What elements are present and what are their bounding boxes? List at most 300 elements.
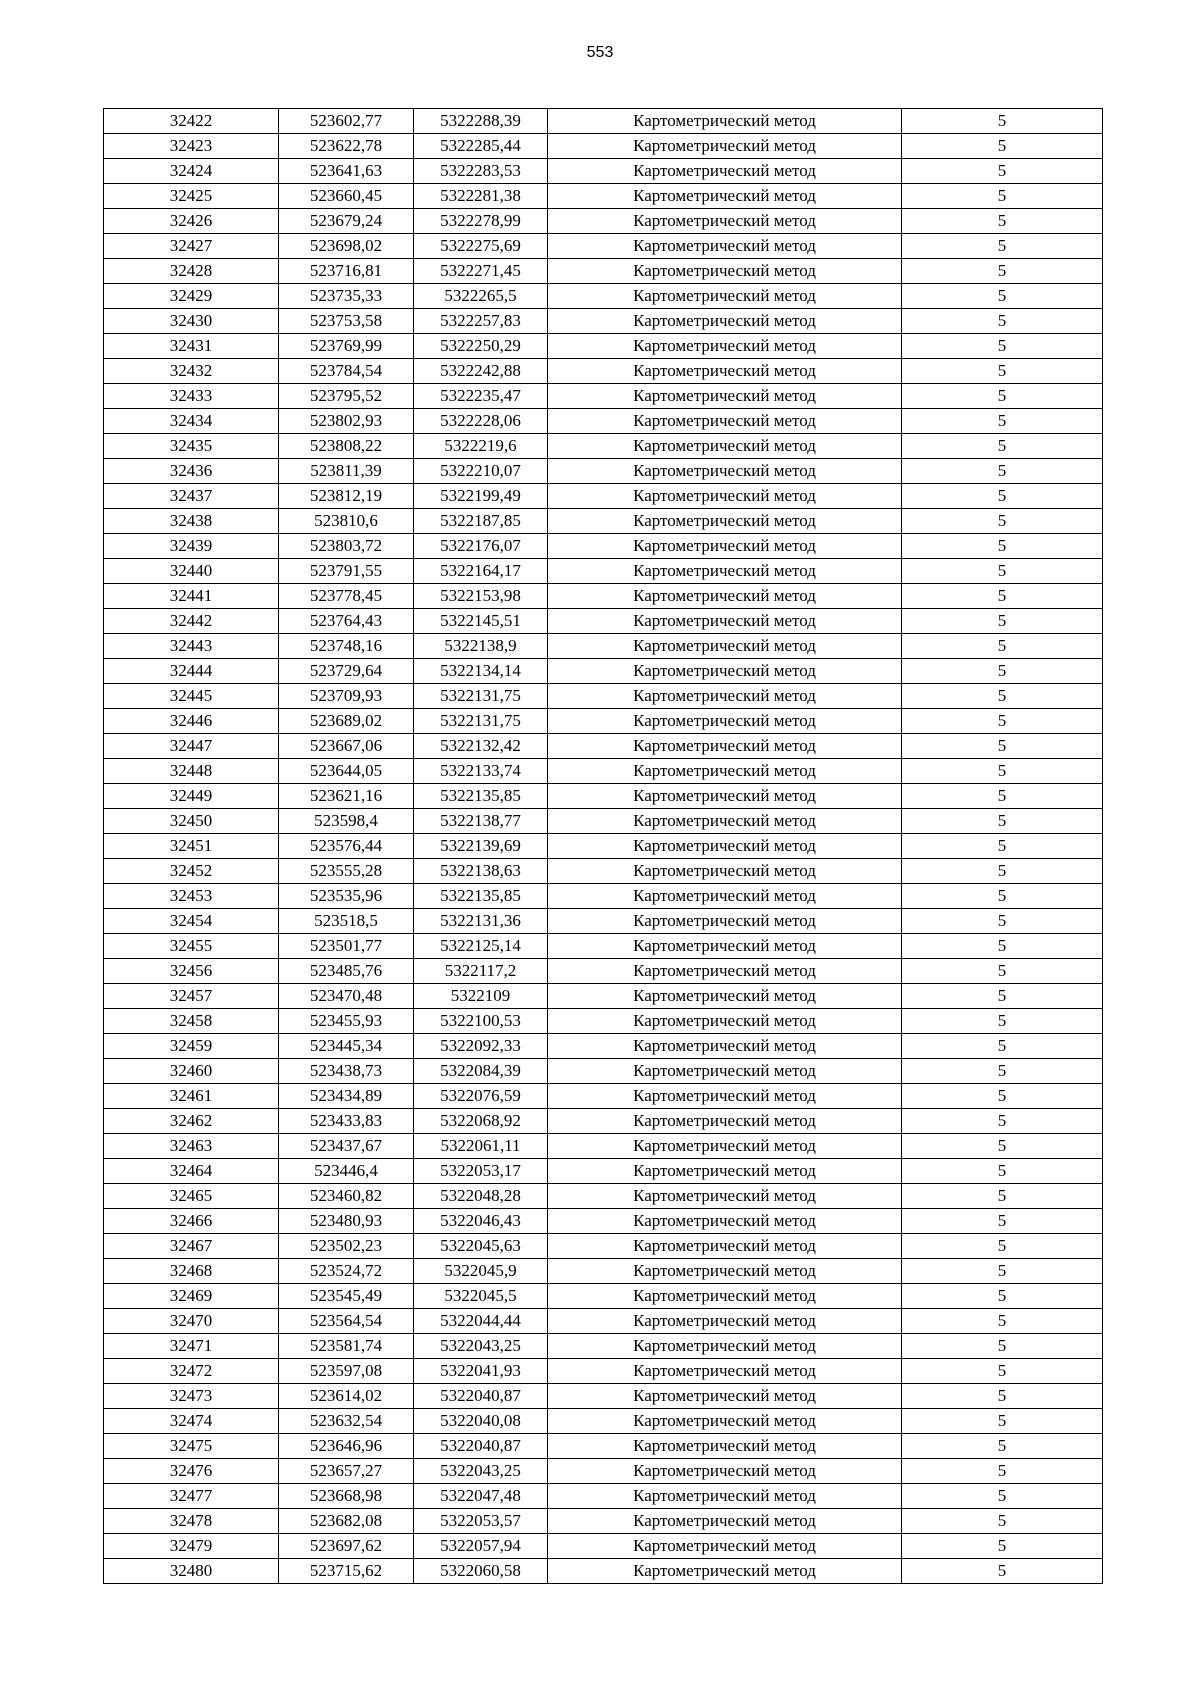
x-coordinate-cell: 523791,55: [279, 559, 414, 584]
y-coordinate-cell: 5322285,44: [414, 134, 548, 159]
point-number-cell: 32457: [104, 984, 279, 1009]
x-coordinate-cell: 523764,43: [279, 609, 414, 634]
y-coordinate-cell: 5322250,29: [414, 334, 548, 359]
point-number-cell: 32426: [104, 209, 279, 234]
x-coordinate-cell: 523632,54: [279, 1409, 414, 1434]
x-coordinate-cell: 523470,48: [279, 984, 414, 1009]
x-coordinate-cell: 523502,23: [279, 1234, 414, 1259]
accuracy-cell: 5: [902, 1359, 1103, 1384]
x-coordinate-cell: 523778,45: [279, 584, 414, 609]
point-number-cell: 32449: [104, 784, 279, 809]
point-number-cell: 32450: [104, 809, 279, 834]
accuracy-cell: 5: [902, 259, 1103, 284]
x-coordinate-cell: 523598,4: [279, 809, 414, 834]
x-coordinate-cell: 523446,4: [279, 1159, 414, 1184]
method-cell: Картометрический метод: [548, 134, 902, 159]
x-coordinate-cell: 523795,52: [279, 384, 414, 409]
method-cell: Картометрический метод: [548, 284, 902, 309]
method-cell: Картометрический метод: [548, 884, 902, 909]
point-number-cell: 32477: [104, 1484, 279, 1509]
accuracy-cell: 5: [902, 1534, 1103, 1559]
accuracy-cell: 5: [902, 1434, 1103, 1459]
x-coordinate-cell: 523437,67: [279, 1134, 414, 1159]
point-number-cell: 32442: [104, 609, 279, 634]
y-coordinate-cell: 5322257,83: [414, 309, 548, 334]
accuracy-cell: 5: [902, 109, 1103, 134]
y-coordinate-cell: 5322045,63: [414, 1234, 548, 1259]
point-number-cell: 32459: [104, 1034, 279, 1059]
x-coordinate-cell: 523460,82: [279, 1184, 414, 1209]
x-coordinate-cell: 523641,63: [279, 159, 414, 184]
accuracy-cell: 5: [902, 1484, 1103, 1509]
method-cell: Картометрический метод: [548, 484, 902, 509]
point-number-cell: 32447: [104, 734, 279, 759]
coordinates-table: [103, 108, 1103, 1584]
method-cell: Картометрический метод: [548, 384, 902, 409]
point-number-cell: 32434: [104, 409, 279, 434]
method-cell: Картометрический метод: [548, 1059, 902, 1084]
x-coordinate-cell: 523753,58: [279, 309, 414, 334]
accuracy-cell: 5: [902, 934, 1103, 959]
y-coordinate-cell: 5322135,85: [414, 884, 548, 909]
method-cell: Картометрический метод: [548, 1259, 902, 1284]
table-row: [104, 634, 1103, 659]
x-coordinate-cell: 523581,74: [279, 1334, 414, 1359]
table-row: [104, 1434, 1103, 1459]
accuracy-cell: 5: [902, 759, 1103, 784]
point-number-cell: 32431: [104, 334, 279, 359]
point-number-cell: 32480: [104, 1559, 279, 1584]
method-cell: Картометрический метод: [548, 559, 902, 584]
accuracy-cell: 5: [902, 409, 1103, 434]
accuracy-cell: 5: [902, 509, 1103, 534]
point-number-cell: 32445: [104, 684, 279, 709]
method-cell: Картометрический метод: [548, 1334, 902, 1359]
method-cell: Картометрический метод: [548, 1359, 902, 1384]
y-coordinate-cell: 5322061,11: [414, 1134, 548, 1159]
point-number-cell: 32468: [104, 1259, 279, 1284]
point-number-cell: 32467: [104, 1234, 279, 1259]
y-coordinate-cell: 5322040,87: [414, 1384, 548, 1409]
table-row: [104, 609, 1103, 634]
y-coordinate-cell: 5322187,85: [414, 509, 548, 534]
y-coordinate-cell: 5322045,9: [414, 1259, 548, 1284]
x-coordinate-cell: 523564,54: [279, 1309, 414, 1334]
accuracy-cell: 5: [902, 534, 1103, 559]
accuracy-cell: 5: [902, 234, 1103, 259]
accuracy-cell: 5: [902, 209, 1103, 234]
method-cell: Картометрический метод: [548, 809, 902, 834]
y-coordinate-cell: 5322045,5: [414, 1284, 548, 1309]
y-coordinate-cell: 5322053,17: [414, 1159, 548, 1184]
y-coordinate-cell: 5322228,06: [414, 409, 548, 434]
method-cell: Картометрический метод: [548, 1134, 902, 1159]
table-row: [104, 834, 1103, 859]
point-number-cell: 32464: [104, 1159, 279, 1184]
method-cell: Картометрический метод: [548, 609, 902, 634]
table-row: [104, 859, 1103, 884]
point-number-cell: 32437: [104, 484, 279, 509]
table-row: [104, 1209, 1103, 1234]
x-coordinate-cell: 523698,02: [279, 234, 414, 259]
x-coordinate-cell: 523622,78: [279, 134, 414, 159]
point-number-cell: 32436: [104, 459, 279, 484]
y-coordinate-cell: 5322053,57: [414, 1509, 548, 1534]
table-row: [104, 734, 1103, 759]
table-row: [104, 1259, 1103, 1284]
accuracy-cell: 5: [902, 559, 1103, 584]
method-cell: Картометрический метод: [548, 1209, 902, 1234]
point-number-cell: 32473: [104, 1384, 279, 1409]
accuracy-cell: 5: [902, 584, 1103, 609]
accuracy-cell: 5: [902, 1209, 1103, 1234]
table-row: [104, 1009, 1103, 1034]
y-coordinate-cell: 5322057,94: [414, 1534, 548, 1559]
point-number-cell: 32461: [104, 1084, 279, 1109]
table-row: [104, 334, 1103, 359]
y-coordinate-cell: 5322145,51: [414, 609, 548, 634]
point-number-cell: 32444: [104, 659, 279, 684]
x-coordinate-cell: 523748,16: [279, 634, 414, 659]
accuracy-cell: 5: [902, 784, 1103, 809]
table-row: [104, 459, 1103, 484]
method-cell: Картометрический метод: [548, 634, 902, 659]
method-cell: Картометрический метод: [548, 859, 902, 884]
point-number-cell: 32439: [104, 534, 279, 559]
method-cell: Картометрический метод: [548, 109, 902, 134]
y-coordinate-cell: 5322281,38: [414, 184, 548, 209]
y-coordinate-cell: 5322138,9: [414, 634, 548, 659]
point-number-cell: 32453: [104, 884, 279, 909]
method-cell: Картометрический метод: [548, 184, 902, 209]
point-number-cell: 32454: [104, 909, 279, 934]
y-coordinate-cell: 5322041,93: [414, 1359, 548, 1384]
x-coordinate-cell: 523614,02: [279, 1384, 414, 1409]
method-cell: Картометрический метод: [548, 1109, 902, 1134]
page-number: 553: [586, 44, 614, 61]
point-number-cell: 32422: [104, 109, 279, 134]
y-coordinate-cell: 5322138,77: [414, 809, 548, 834]
x-coordinate-cell: 523433,83: [279, 1109, 414, 1134]
accuracy-cell: 5: [902, 709, 1103, 734]
point-number-cell: 32432: [104, 359, 279, 384]
x-coordinate-cell: 523657,27: [279, 1459, 414, 1484]
x-coordinate-cell: 523597,08: [279, 1359, 414, 1384]
table-row: [104, 1484, 1103, 1509]
x-coordinate-cell: 523438,73: [279, 1059, 414, 1084]
table-row: [104, 1084, 1103, 1109]
point-number-cell: 32456: [104, 959, 279, 984]
accuracy-cell: 5: [902, 609, 1103, 634]
table-row: [104, 1359, 1103, 1384]
y-coordinate-cell: 5322271,45: [414, 259, 548, 284]
accuracy-cell: 5: [902, 859, 1103, 884]
y-coordinate-cell: 5322046,43: [414, 1209, 548, 1234]
x-coordinate-cell: 523811,39: [279, 459, 414, 484]
y-coordinate-cell: 5322278,99: [414, 209, 548, 234]
x-coordinate-cell: 523802,93: [279, 409, 414, 434]
x-coordinate-cell: 523810,6: [279, 509, 414, 534]
point-number-cell: 32443: [104, 634, 279, 659]
x-coordinate-cell: 523621,16: [279, 784, 414, 809]
point-number-cell: 32433: [104, 384, 279, 409]
y-coordinate-cell: 5322133,74: [414, 759, 548, 784]
y-coordinate-cell: 5322060,58: [414, 1559, 548, 1584]
accuracy-cell: 5: [902, 459, 1103, 484]
y-coordinate-cell: 5322092,33: [414, 1034, 548, 1059]
table-row: [104, 359, 1103, 384]
table-row: [104, 1409, 1103, 1434]
accuracy-cell: 5: [902, 359, 1103, 384]
accuracy-cell: 5: [902, 984, 1103, 1009]
method-cell: Картометрический метод: [548, 1184, 902, 1209]
y-coordinate-cell: 5322100,53: [414, 1009, 548, 1034]
x-coordinate-cell: 523524,72: [279, 1259, 414, 1284]
y-coordinate-cell: 5322135,85: [414, 784, 548, 809]
point-number-cell: 32440: [104, 559, 279, 584]
point-number-cell: 32423: [104, 134, 279, 159]
method-cell: Картометрический метод: [548, 1559, 902, 1584]
table-row: [104, 559, 1103, 584]
y-coordinate-cell: 5322068,92: [414, 1109, 548, 1134]
y-coordinate-cell: 5322131,36: [414, 909, 548, 934]
method-cell: Картометрический метод: [548, 1034, 902, 1059]
point-number-cell: 32425: [104, 184, 279, 209]
accuracy-cell: 5: [902, 484, 1103, 509]
y-coordinate-cell: 5322117,2: [414, 959, 548, 984]
point-number-cell: 32478: [104, 1509, 279, 1534]
point-number-cell: 32441: [104, 584, 279, 609]
table-row: [104, 959, 1103, 984]
table-row: [104, 159, 1103, 184]
table-row: [104, 209, 1103, 234]
y-coordinate-cell: 5322043,25: [414, 1459, 548, 1484]
method-cell: Картометрический метод: [548, 1234, 902, 1259]
method-cell: Картометрический метод: [548, 959, 902, 984]
accuracy-cell: 5: [902, 1459, 1103, 1484]
accuracy-cell: 5: [902, 659, 1103, 684]
x-coordinate-cell: 523455,93: [279, 1009, 414, 1034]
accuracy-cell: 5: [902, 1284, 1103, 1309]
y-coordinate-cell: 5322125,14: [414, 934, 548, 959]
y-coordinate-cell: 5322153,98: [414, 584, 548, 609]
x-coordinate-cell: 523784,54: [279, 359, 414, 384]
table-row: [104, 509, 1103, 534]
coordinates-table-body: [104, 109, 1103, 1584]
method-cell: Картометрический метод: [548, 759, 902, 784]
table-row: [104, 284, 1103, 309]
table-row: [104, 1509, 1103, 1534]
table-row: [104, 1234, 1103, 1259]
table-row: [104, 1334, 1103, 1359]
x-coordinate-cell: 523602,77: [279, 109, 414, 134]
accuracy-cell: 5: [902, 809, 1103, 834]
y-coordinate-cell: 5322084,39: [414, 1059, 548, 1084]
point-number-cell: 32472: [104, 1359, 279, 1384]
accuracy-cell: 5: [902, 1409, 1103, 1434]
table-row: [104, 1459, 1103, 1484]
table-row: [104, 684, 1103, 709]
x-coordinate-cell: 523434,89: [279, 1084, 414, 1109]
accuracy-cell: 5: [902, 384, 1103, 409]
accuracy-cell: 5: [902, 134, 1103, 159]
x-coordinate-cell: 523735,33: [279, 284, 414, 309]
method-cell: Картометрический метод: [548, 1534, 902, 1559]
table-row: [104, 1284, 1103, 1309]
x-coordinate-cell: 523682,08: [279, 1509, 414, 1534]
y-coordinate-cell: 5322139,69: [414, 834, 548, 859]
method-cell: Картометрический метод: [548, 659, 902, 684]
accuracy-cell: 5: [902, 184, 1103, 209]
x-coordinate-cell: 523729,64: [279, 659, 414, 684]
point-number-cell: 32469: [104, 1284, 279, 1309]
method-cell: Картометрический метод: [548, 934, 902, 959]
point-number-cell: 32476: [104, 1459, 279, 1484]
table-row: [104, 934, 1103, 959]
x-coordinate-cell: 523646,96: [279, 1434, 414, 1459]
x-coordinate-cell: 523576,44: [279, 834, 414, 859]
table-row: [104, 1184, 1103, 1209]
y-coordinate-cell: 5322040,08: [414, 1409, 548, 1434]
table-row: [104, 584, 1103, 609]
accuracy-cell: 5: [902, 734, 1103, 759]
accuracy-cell: 5: [902, 1509, 1103, 1534]
accuracy-cell: 5: [902, 634, 1103, 659]
accuracy-cell: 5: [902, 1134, 1103, 1159]
x-coordinate-cell: 523679,24: [279, 209, 414, 234]
accuracy-cell: 5: [902, 334, 1103, 359]
point-number-cell: 32438: [104, 509, 279, 534]
method-cell: Картометрический метод: [548, 159, 902, 184]
point-number-cell: 32427: [104, 234, 279, 259]
x-coordinate-cell: 523501,77: [279, 934, 414, 959]
x-coordinate-cell: 523445,34: [279, 1034, 414, 1059]
point-number-cell: 32462: [104, 1109, 279, 1134]
method-cell: Картометрический метод: [548, 409, 902, 434]
point-number-cell: 32428: [104, 259, 279, 284]
x-coordinate-cell: 523715,62: [279, 1559, 414, 1584]
point-number-cell: 32471: [104, 1334, 279, 1359]
x-coordinate-cell: 523660,45: [279, 184, 414, 209]
accuracy-cell: 5: [902, 1259, 1103, 1284]
table-row: [104, 234, 1103, 259]
accuracy-cell: 5: [902, 284, 1103, 309]
method-cell: Картометрический метод: [548, 459, 902, 484]
accuracy-cell: 5: [902, 909, 1103, 934]
x-coordinate-cell: 523644,05: [279, 759, 414, 784]
table-row: [104, 1109, 1103, 1134]
table-row: [104, 309, 1103, 334]
x-coordinate-cell: 523545,49: [279, 1284, 414, 1309]
table-row: [104, 784, 1103, 809]
y-coordinate-cell: 5322076,59: [414, 1084, 548, 1109]
y-coordinate-cell: 5322176,07: [414, 534, 548, 559]
point-number-cell: 32465: [104, 1184, 279, 1209]
point-number-cell: 32424: [104, 159, 279, 184]
y-coordinate-cell: 5322164,17: [414, 559, 548, 584]
method-cell: Картометрический метод: [548, 234, 902, 259]
table-row: [104, 1059, 1103, 1084]
point-number-cell: 32470: [104, 1309, 279, 1334]
point-number-cell: 32474: [104, 1409, 279, 1434]
point-number-cell: 32429: [104, 284, 279, 309]
method-cell: Картометрический метод: [548, 1384, 902, 1409]
accuracy-cell: 5: [902, 434, 1103, 459]
x-coordinate-cell: 523803,72: [279, 534, 414, 559]
y-coordinate-cell: 5322131,75: [414, 709, 548, 734]
y-coordinate-cell: 5322138,63: [414, 859, 548, 884]
y-coordinate-cell: 5322275,69: [414, 234, 548, 259]
table-row: [104, 1384, 1103, 1409]
table-row: [104, 759, 1103, 784]
accuracy-cell: 5: [902, 1159, 1103, 1184]
table-row: [104, 709, 1103, 734]
x-coordinate-cell: 523667,06: [279, 734, 414, 759]
table-row: [104, 1309, 1103, 1334]
y-coordinate-cell: 5322219,6: [414, 434, 548, 459]
point-number-cell: 32435: [104, 434, 279, 459]
x-coordinate-cell: 523697,62: [279, 1534, 414, 1559]
method-cell: Картометрический метод: [548, 259, 902, 284]
method-cell: Картометрический метод: [548, 909, 902, 934]
method-cell: Картометрический метод: [548, 834, 902, 859]
point-number-cell: 32458: [104, 1009, 279, 1034]
x-coordinate-cell: 523668,98: [279, 1484, 414, 1509]
point-number-cell: 32451: [104, 834, 279, 859]
accuracy-cell: 5: [902, 1334, 1103, 1359]
x-coordinate-cell: 523769,99: [279, 334, 414, 359]
point-number-cell: 32463: [104, 1134, 279, 1159]
accuracy-cell: 5: [902, 1384, 1103, 1409]
method-cell: Картометрический метод: [548, 434, 902, 459]
table-row: [104, 809, 1103, 834]
y-coordinate-cell: 5322048,28: [414, 1184, 548, 1209]
y-coordinate-cell: 5322199,49: [414, 484, 548, 509]
y-coordinate-cell: 5322283,53: [414, 159, 548, 184]
accuracy-cell: 5: [902, 1234, 1103, 1259]
method-cell: Картометрический метод: [548, 1459, 902, 1484]
table-row: [104, 1534, 1103, 1559]
method-cell: Картометрический метод: [548, 209, 902, 234]
point-number-cell: 32460: [104, 1059, 279, 1084]
x-coordinate-cell: 523716,81: [279, 259, 414, 284]
x-coordinate-cell: 523555,28: [279, 859, 414, 884]
accuracy-cell: 5: [902, 959, 1103, 984]
method-cell: Картометрический метод: [548, 359, 902, 384]
table-row: [104, 434, 1103, 459]
accuracy-cell: 5: [902, 1059, 1103, 1084]
x-coordinate-cell: 523535,96: [279, 884, 414, 909]
method-cell: Картометрический метод: [548, 534, 902, 559]
accuracy-cell: 5: [902, 1309, 1103, 1334]
point-number-cell: 32430: [104, 309, 279, 334]
method-cell: Картометрический метод: [548, 1484, 902, 1509]
method-cell: Картометрический метод: [548, 734, 902, 759]
table-row: [104, 1559, 1103, 1584]
method-cell: Картометрический метод: [548, 684, 902, 709]
y-coordinate-cell: 5322242,88: [414, 359, 548, 384]
accuracy-cell: 5: [902, 884, 1103, 909]
method-cell: Картометрический метод: [548, 334, 902, 359]
method-cell: Картометрический метод: [548, 1009, 902, 1034]
y-coordinate-cell: 5322131,75: [414, 684, 548, 709]
table-row: [104, 534, 1103, 559]
method-cell: Картометрический метод: [548, 1084, 902, 1109]
point-number-cell: 32446: [104, 709, 279, 734]
method-cell: Картометрический метод: [548, 1509, 902, 1534]
method-cell: Картометрический метод: [548, 1409, 902, 1434]
table-row: [104, 1134, 1103, 1159]
